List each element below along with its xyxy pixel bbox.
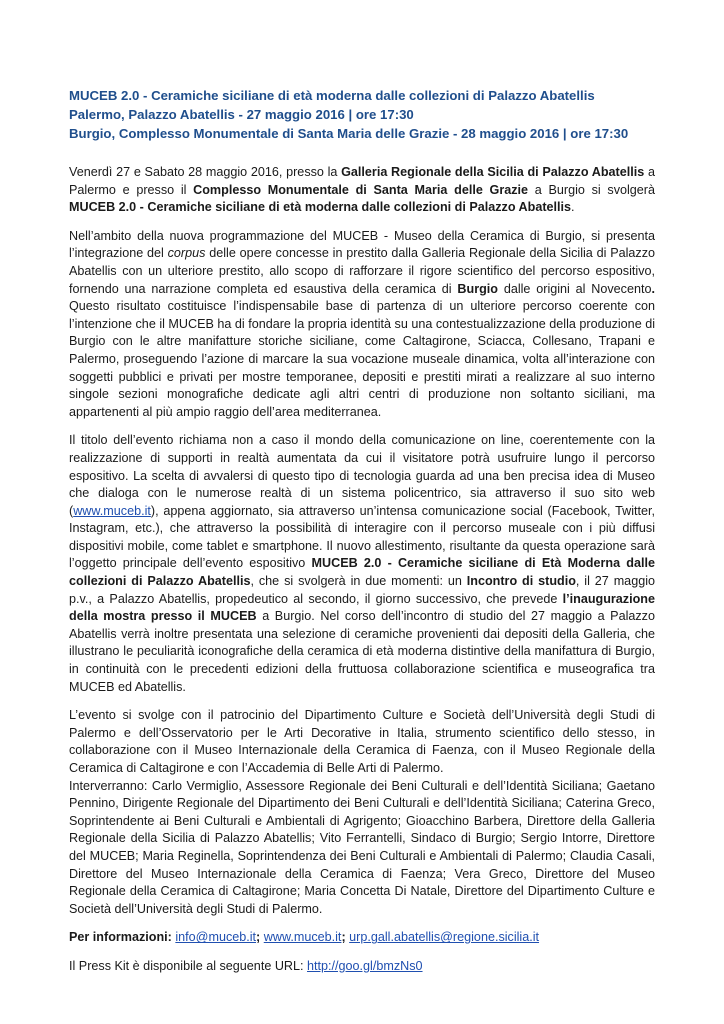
contact-label: Per informazioni: [69, 930, 172, 945]
bold-text: Incontro di studio [466, 574, 576, 589]
website-link[interactable]: www.muceb.it [263, 930, 342, 945]
separator: ; [256, 930, 261, 945]
document-page [69, 86, 655, 987]
text-run: a Burgio. Nel corso dell’incontro di studio del 27 maggio a Palazzo Abatellis verrà inoltre presentata una selezione di ceramiche provenienti dai depositi della Galleria, che illustrano le peculiarità iconografiche della ceramica di età moderna distintive della manifattura di Burgio, in continuità con le precedenti edizioni della fruttuosa collaborazione scientifica e museografica tra MUCEB ed Abatellis. [69, 609, 655, 694]
press-kit-line [69, 958, 655, 976]
text-run: delle opere concesse in prestito dalla Galleria Regionale della Sicilia di Palazzo Abatellis con un ulteriore prestito, allo scopo di rafforzare il rigore scientifico del percorso espositivo, fornendo una narrazione completa ed esaustiva della ceramica di [69, 246, 656, 296]
text-run: Il titolo dell’evento richiama non a caso il mondo della comunicazione on line, coerentemente con la realizzazione di supporti in realtà aumentata da cui il visitatore potrà usufruire lungo il percorso espositivo. La scelta di avvalersi di questo tipo di tecnologia guarda ad una ben precisa idea di Museo che dialoga con le numerose realtà di un sistema policentrico, sia attraverso il suo sito web ( [69, 433, 655, 518]
bold-text: . [651, 281, 655, 296]
text-run: . [571, 200, 575, 215]
text-run: Nell’ambito della nuova programmazione del MUCEB - Museo della Ceramica di Burgio, si presenta l’integrazione del [69, 228, 655, 261]
bold-text: MUCEB 2.0 - Ceramiche siciliane di Età Moderna dalle collezioni di Palazzo Abatellis [69, 556, 655, 589]
text-run: , il 27 maggio p.v., a Palazzo Abatellis, propedeutico al secondo, il giorno successivo, che prevede [69, 574, 656, 606]
email-link[interactable]: info@muceb.it [175, 930, 257, 945]
event-description-paragraph [69, 432, 655, 696]
document-header [69, 86, 655, 143]
press-kit-link[interactable]: http://goo.gl/bmzNs0 [307, 958, 423, 973]
programme-paragraph [69, 228, 655, 422]
text-run: dalle origini al Novecento [498, 281, 652, 296]
palermo-event-date: Palermo, Palazzo Abatellis - 27 maggio 2016 | ore 17:30 [69, 107, 414, 122]
text-run: a Burgio si svolgerà [528, 182, 655, 197]
contact-info [69, 929, 655, 947]
event-title: MUCEB 2.0 - Ceramiche siciliane di età moderna dalle collezioni di Palazzo Abatellis [69, 88, 595, 103]
bold-text: Galleria Regionale della Sicilia di Palazzo Abatellis [341, 165, 645, 179]
text-run: a Palermo e presso il [69, 165, 655, 197]
muceb-site-link[interactable]: www.muceb.it [73, 503, 151, 518]
separator: ; [341, 930, 346, 945]
burgio-event-date: Burgio, Complesso Monumentale di Santa Maria delle Grazie - 28 maggio 2016 | ore 17:30 [69, 126, 629, 141]
bold-text: Complesso Monumentale di Santa Maria delle Grazie [193, 182, 529, 197]
patronage-paragraph: L’evento si svolge con il patrocinio del Dipartimento Culture e Società dell’Università degli Studi di Palermo e dell’Osservatorio per le Arti Decorative in Italia, strumento scientifico dello stesso, in collaborazione con il Museo Internazionale della Ceramica di Faenza, con il Museo Regionale della Ceramica di Caltagirone e con l’Accademia di Belle Arti di Palermo. [69, 708, 655, 775]
bold-text: Burgio [457, 281, 498, 296]
italic-text: corpus [167, 246, 206, 261]
text-run: ), appena aggiornato, sia attraverso un’intensa comunicazione social (Facebook, Twitter, Instagram, etc.), che attraverso la possibilità di interagire con il percorso museale con i più diffusi dispositivi mobile, come tablet e smartphone. Il nuovo allestimento, risultante da questa operazione sarà l’oggetto principale dell’evento espositivo [69, 503, 655, 571]
bold-text: l’inaugurazione della mostra presso il MUCEB [69, 591, 655, 624]
gallery-email-link[interactable]: urp.gall.abatellis@regione.sicilia.it [349, 930, 540, 945]
text-run: Questo risultato costituisce l’indispensabile base di partenza di un ulteriore percorso coerente con l’intenzione che il MUCEB ha di fondare la propria identità su una contestualizzazione della produzione di Burgio con le altre manifatture storiche siciliane, come Caltagirone, Sciacca, Collesano, Trapani e Palermo, proseguendo l’azione di marcare la sua vocazione museale dinamica, volta all’interazione con soggetti pubblici e privati per mostre temporanee, depositi e prestiti mirati a realizzare al suo interno singole sezioni monografiche dedicate agli altri centri di produzione non soltanto siciliani, ma appartenenti al più ampio raggio dell’area mediterranea. [69, 299, 655, 419]
intro-paragraph [69, 164, 655, 217]
speakers-paragraph: Interverranno: Carlo Vermiglio, Assessore Regionale dei Beni Culturali e dell’Identità Siciliana; Gaetano Pennino, Dirigente Regionale del Dipartimento dei Beni Culturali e dell’Identità Siciliana; Caterina Greco, Soprintendente ai Beni Culturali e Ambientali di Agrigento; Gioacchino Barbera, Direttore della Galleria Regionale della Sicilia di Palazzo Abatellis; Vito Ferrantelli, Sindaco di Burgio; Sergio Intorre, Direttore del MUCEB; Maria Reginella, Soprintendenza dei Beni Culturali e Ambientali di Palermo; Claudia Casali, Direttore del Museo Internazionale della Ceramica di Faenza; Vera Greco, Direttore del Museo Regionale della Ceramica di Caltagirone; Maria Concetta Di Natale, Direttore del Dipartimento Culture e Società dell’Università degli Studi di Palermo. [69, 778, 655, 916]
text-run: , che si svolgerà in due momenti: un [250, 574, 467, 589]
text-run: Venerdì 27 e Sabato 28 maggio 2016, presso la [69, 165, 342, 179]
text-run: Il Press Kit è disponibile al seguente URL: [69, 958, 308, 973]
bold-text: MUCEB 2.0 - Ceramiche siciliane di età moderna dalle collezioni di Palazzo Abatellis [69, 200, 572, 215]
